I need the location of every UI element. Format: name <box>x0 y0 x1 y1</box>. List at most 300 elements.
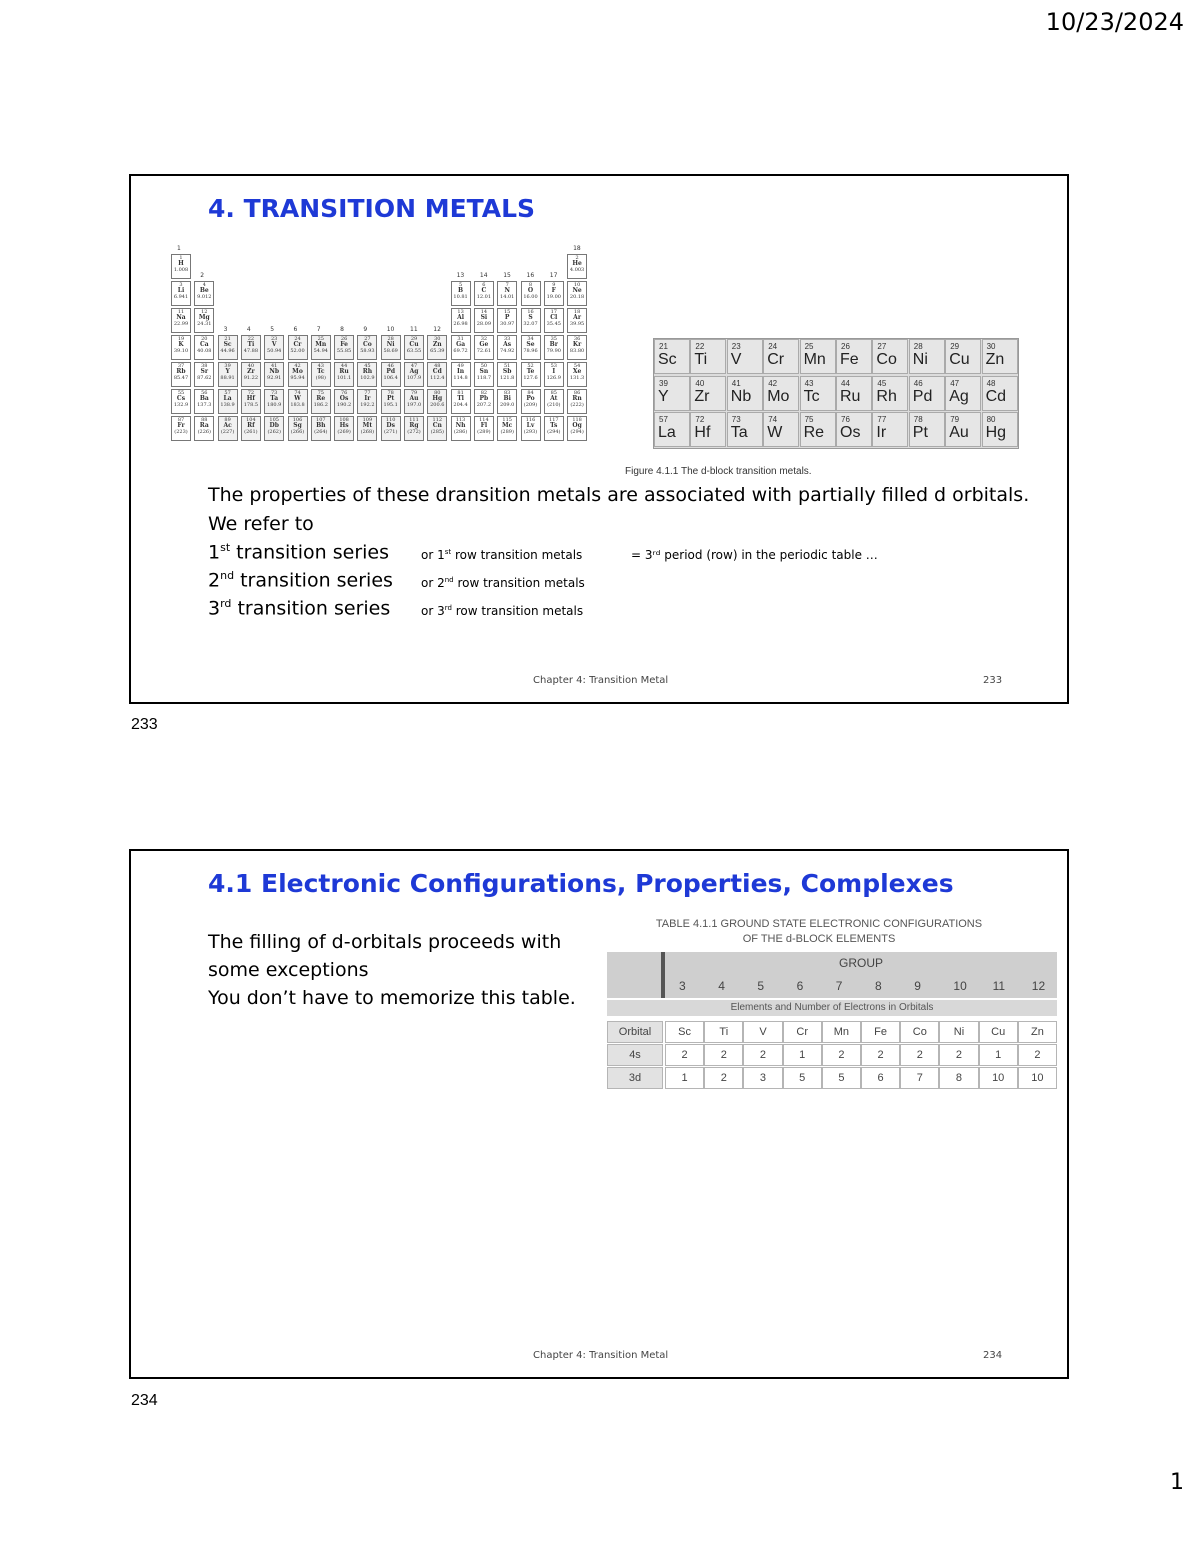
element-mass: 30.97 <box>500 321 515 327</box>
element-number: 35 <box>550 336 557 342</box>
element-mass: (285) <box>430 429 445 435</box>
element-cell <box>288 335 308 360</box>
element-mass: 47.88 <box>243 348 259 354</box>
element-cell <box>497 416 517 441</box>
d-block-cell <box>690 339 726 374</box>
element-symbol: Be <box>199 287 209 294</box>
element-symbol: Ge <box>479 341 489 348</box>
group-number: 3 <box>679 979 686 993</box>
element-cell <box>194 389 214 414</box>
element-mass: (269) <box>337 429 351 435</box>
group-label: 14 <box>479 272 488 279</box>
config-cell: 10 <box>1018 1067 1057 1089</box>
element-mass: (227) <box>220 429 235 435</box>
element-number: 108 <box>339 417 349 423</box>
element-symbol: Mn <box>315 341 327 348</box>
element-symbol: H <box>178 260 184 267</box>
d-block-symbol: Rh <box>876 387 897 405</box>
d-block-cell <box>763 376 799 411</box>
element-symbol: Ac <box>223 422 232 429</box>
element-number: 21 <box>224 336 231 342</box>
element-number: 53 <box>550 363 557 369</box>
config-row-label: 4s <box>607 1044 663 1066</box>
element-symbol: At <box>550 395 558 402</box>
element-number: 51 <box>504 363 511 369</box>
element-number: 28 <box>387 336 394 342</box>
element-mass: (272) <box>407 429 421 435</box>
element-mass: 22.99 <box>173 321 189 327</box>
element-number: 118 <box>572 417 582 423</box>
slide-233 <box>129 174 1069 704</box>
element-mass: (226) <box>197 429 212 435</box>
element-cell <box>288 389 308 414</box>
element-number: 36 <box>573 336 581 342</box>
d-block-symbol: Ru <box>840 387 861 405</box>
d-block-cell <box>945 412 981 447</box>
element-mass: 83.80 <box>569 348 585 354</box>
series-extra-note: = 3ʳᵈ period (row) in the periodic table … <box>631 548 878 562</box>
element-symbol: Ca <box>199 341 209 348</box>
d-block-atomic-number: 25 <box>804 342 814 351</box>
element-symbol: Sn <box>479 368 489 375</box>
element-symbol: Te <box>526 368 535 375</box>
element-number: 6 <box>482 282 486 288</box>
element-cell <box>357 389 377 414</box>
element-mass: 131.3 <box>569 375 585 381</box>
element-number: 83 <box>504 390 511 396</box>
element-cell <box>311 389 331 414</box>
element-cell <box>474 281 494 306</box>
element-mass: 132.9 <box>173 402 189 408</box>
element-number: 18 <box>573 309 581 315</box>
element-number: 109 <box>362 417 373 423</box>
config-cell: 10 <box>979 1067 1018 1089</box>
d-block-symbol: Zn <box>985 351 1005 368</box>
d-block-atomic-number: 43 <box>804 378 814 388</box>
element-number: 87 <box>177 417 185 423</box>
element-symbol: Tc <box>317 368 325 375</box>
element-mass: 50.94 <box>267 348 282 354</box>
element-symbol: Kr <box>572 341 582 348</box>
config-table-header <box>607 952 1057 998</box>
d-block-symbol: Mo <box>767 387 790 405</box>
element-cell <box>218 335 238 360</box>
element-symbol: Mg <box>198 314 210 321</box>
element-mass: 197.0 <box>406 402 422 408</box>
element-cell <box>544 362 564 387</box>
element-cell <box>474 389 494 414</box>
element-symbol: As <box>503 341 512 348</box>
element-number: 24 <box>294 336 301 342</box>
element-symbol: Mt <box>362 422 373 429</box>
element-number: 57 <box>224 390 231 396</box>
element-mass: (209) <box>523 402 538 408</box>
d-block-symbol: W <box>767 424 783 441</box>
d-block-cell <box>654 376 690 411</box>
element-symbol: Nb <box>269 368 280 375</box>
element-cell <box>474 362 494 387</box>
element-symbol: Cr <box>293 341 302 348</box>
config-table-row <box>607 1067 1057 1089</box>
d-block-atomic-number: 73 <box>731 415 741 424</box>
config-cell: 5 <box>783 1067 822 1089</box>
element-mass: 186.2 <box>313 402 328 408</box>
element-mass: 32.07 <box>523 321 538 327</box>
config-cell: 3 <box>743 1067 782 1089</box>
config-cell: Ti <box>704 1021 743 1043</box>
element-mass: (289) <box>500 429 514 435</box>
series-note-sup: nd <box>444 576 454 584</box>
element-mass: 107.9 <box>406 375 422 381</box>
series-label: transition series <box>230 541 390 564</box>
element-number: 14 <box>480 309 488 315</box>
element-symbol: He <box>572 260 582 267</box>
config-cell: 6 <box>861 1067 900 1089</box>
element-cell <box>567 416 587 441</box>
element-cell <box>334 416 354 441</box>
element-number: 73 <box>271 390 278 396</box>
element-mass: 87.62 <box>197 375 212 381</box>
element-symbol: Pd <box>386 368 396 375</box>
series-note-post: row transition metals <box>451 548 583 562</box>
element-symbol: Mo <box>292 368 303 375</box>
element-mass: 106.4 <box>383 375 398 381</box>
element-cell <box>497 281 517 306</box>
element-cell <box>544 389 564 414</box>
group-number: 9 <box>914 979 921 993</box>
element-symbol: Ta <box>270 395 279 402</box>
element-symbol: Db <box>269 422 279 429</box>
element-number: 8 <box>528 282 533 288</box>
element-mass: (264) <box>314 429 328 435</box>
element-symbol: Zn <box>432 341 442 348</box>
element-mass: 58.93 <box>360 348 375 354</box>
element-number: 38 <box>201 363 208 369</box>
element-number: 32 <box>480 336 488 342</box>
d-block-symbol: Ag <box>949 387 969 405</box>
group-label: 12 <box>433 326 441 333</box>
page-number: 1 <box>1170 1470 1184 1495</box>
element-symbol: Og <box>572 422 582 429</box>
element-cell <box>404 389 424 414</box>
config-cell: 2 <box>704 1067 743 1089</box>
element-cell <box>194 362 214 387</box>
d-block-atomic-number: 47 <box>950 378 960 388</box>
series-note <box>421 548 582 562</box>
element-mass: 65.39 <box>430 348 445 354</box>
element-symbol: Ra <box>199 422 209 429</box>
element-symbol: Ba <box>199 395 209 402</box>
periodic-table-figure <box>171 236 591 442</box>
element-mass: 28.09 <box>476 321 492 327</box>
d-block-cell <box>945 339 981 374</box>
group-number: 6 <box>796 979 804 993</box>
config-cell: 1 <box>665 1067 704 1089</box>
config-cell: 2 <box>861 1044 900 1066</box>
config-cell: Cr <box>783 1021 822 1043</box>
element-cell <box>241 416 261 441</box>
element-cell <box>404 416 424 441</box>
element-cell <box>497 389 517 414</box>
element-cell <box>567 389 587 414</box>
element-mass: 127.6 <box>523 375 538 381</box>
series-suffix: nd <box>220 569 235 582</box>
element-symbol: Ds <box>386 422 395 429</box>
element-mass: 137.3 <box>197 402 212 408</box>
group-label: 10 <box>386 326 395 333</box>
element-symbol: Sg <box>293 422 302 429</box>
element-symbol: Hs <box>339 422 349 429</box>
element-symbol: F <box>551 287 556 294</box>
element-symbol: Po <box>526 395 535 402</box>
d-block-symbol: Y <box>658 387 669 405</box>
d-block-cell <box>690 376 726 411</box>
d-block-symbol: La <box>658 424 676 441</box>
element-number: 15 <box>504 309 511 315</box>
group-heading: GROUP <box>839 956 884 970</box>
element-cell <box>497 335 517 360</box>
element-mass: 52.00 <box>290 348 305 354</box>
d-block-atomic-number: 78 <box>913 415 923 424</box>
element-number: 13 <box>457 309 464 315</box>
element-symbol: Ne <box>572 287 582 294</box>
group-label: 17 <box>549 272 558 279</box>
element-mass: 78.96 <box>523 348 538 354</box>
element-number: 3 <box>179 282 183 288</box>
d-block-cell <box>654 339 690 374</box>
element-number: 1 <box>179 255 183 261</box>
element-cell <box>451 416 471 441</box>
element-cell <box>334 362 354 387</box>
element-number: 49 <box>457 363 464 369</box>
element-cell <box>334 389 354 414</box>
series-label: transition series <box>234 569 393 592</box>
d-block-atomic-number: 45 <box>877 378 887 388</box>
element-symbol: Al <box>457 314 465 321</box>
config-cell: 8 <box>939 1067 978 1089</box>
element-cell <box>544 335 564 360</box>
element-symbol: Lv <box>526 422 535 429</box>
element-symbol: Sc <box>223 341 232 348</box>
element-symbol: V <box>271 341 277 348</box>
element-number: 22 <box>247 336 255 342</box>
element-cell <box>381 416 401 441</box>
element-mass: 1.008 <box>173 267 189 273</box>
element-mass: (261) <box>244 429 258 435</box>
d-block-cell <box>763 339 799 374</box>
body-line-properties: The properties of these dransition metals are associated with partially filled d orbitals. <box>208 484 1030 506</box>
element-symbol: Co <box>363 341 372 348</box>
config-cell: 2 <box>900 1044 939 1066</box>
element-number: 30 <box>434 336 441 342</box>
element-mass: (268) <box>360 429 375 435</box>
config-cell: 2 <box>1018 1044 1057 1066</box>
element-cell <box>218 362 238 387</box>
group-label: 13 <box>456 272 465 279</box>
element-symbol: Os <box>339 395 349 402</box>
d-block-symbol: Fe <box>840 351 859 368</box>
group-number: 7 <box>835 979 843 993</box>
element-mass: 4.003 <box>569 267 585 273</box>
d-block-symbol: Sc <box>658 351 677 368</box>
element-mass: (262) <box>267 429 281 435</box>
element-number: 7 <box>505 282 509 288</box>
d-block-symbol: Hf <box>694 424 711 441</box>
body-line-exceptions: some exceptions <box>208 959 369 981</box>
d-block-symbol: Mn <box>803 351 826 368</box>
element-number: 72 <box>247 390 255 396</box>
element-mass: 19.00 <box>546 294 561 300</box>
slide-label-234: 234 <box>131 1392 158 1409</box>
config-cell: V <box>743 1021 782 1043</box>
element-number: 37 <box>177 363 185 369</box>
element-mass: 10.81 <box>453 294 468 300</box>
element-cell <box>288 362 308 387</box>
group-label: 9 <box>363 326 368 333</box>
element-number: 2 <box>575 255 579 261</box>
element-cell <box>194 281 214 306</box>
group-label: 18 <box>573 245 581 252</box>
d-block-cell <box>800 376 836 411</box>
element-symbol: Mc <box>502 422 513 429</box>
d-block-atomic-number: 30 <box>986 342 996 351</box>
element-symbol: Ru <box>339 368 349 375</box>
element-cell <box>241 362 261 387</box>
element-number: 54 <box>573 363 581 369</box>
element-mass: 39.95 <box>569 321 585 327</box>
d-block-symbol: Ir <box>876 424 887 441</box>
element-symbol: Ir <box>364 395 371 402</box>
element-mass: 54.94 <box>313 348 328 354</box>
series-note <box>421 604 583 618</box>
d-block-symbol: Co <box>876 351 897 368</box>
d-block-symbol: Au <box>949 424 969 441</box>
element-number: 114 <box>479 417 489 423</box>
slide-footer-number: 233 <box>983 675 1003 686</box>
element-number: 116 <box>525 417 536 423</box>
d-block-atomic-number: 80 <box>986 415 996 424</box>
element-symbol: Xe <box>572 368 582 375</box>
d-block-cell <box>872 376 908 411</box>
d-block-atomic-number: 46 <box>913 378 923 388</box>
element-symbol: Hg <box>432 395 443 402</box>
element-symbol: Ti <box>247 341 255 348</box>
element-cell <box>311 416 331 441</box>
element-mass: 207.2 <box>476 402 492 408</box>
element-number: 46 <box>387 363 394 369</box>
element-symbol: Pb <box>479 395 489 402</box>
d-block-symbol: Cd <box>985 387 1007 405</box>
group-label: 1 <box>177 245 181 252</box>
element-mass: (271) <box>383 429 398 435</box>
element-number: 106 <box>292 417 303 423</box>
element-symbol: K <box>178 341 184 348</box>
d-block-atomic-number: 21 <box>659 342 668 351</box>
group-label: 15 <box>503 272 511 279</box>
element-cell <box>241 335 261 360</box>
element-number: 105 <box>269 417 279 423</box>
element-symbol: Fe <box>340 341 348 348</box>
series-number: 3 <box>208 597 221 620</box>
element-cell <box>427 416 447 441</box>
element-symbol: Cs <box>176 395 186 402</box>
element-cell <box>451 362 471 387</box>
element-symbol: Bh <box>316 422 326 429</box>
body-line-filling: The filling of d-orbitals proceeds with <box>208 931 562 953</box>
element-mass: 195.1 <box>383 402 398 408</box>
element-symbol: Cu <box>409 341 419 348</box>
element-number: 40 <box>247 363 255 369</box>
element-mass: 178.5 <box>243 402 259 408</box>
element-cell <box>171 335 191 360</box>
element-mass: 85.47 <box>173 375 189 381</box>
d-block-cell <box>872 412 908 447</box>
element-number: 117 <box>549 417 559 423</box>
element-number: 50 <box>480 363 488 369</box>
element-number: 34 <box>527 336 534 342</box>
element-number: 29 <box>410 336 418 342</box>
group-number: 5 <box>757 979 765 993</box>
config-row-label: Orbital <box>607 1021 663 1043</box>
element-cell <box>567 362 587 387</box>
config-cell: Cu <box>979 1021 1018 1043</box>
element-number: 12 <box>201 309 208 315</box>
element-number: 78 <box>387 390 394 396</box>
element-cell <box>171 389 191 414</box>
element-mass: 9.012 <box>197 294 212 300</box>
d-block-symbol: Ta <box>730 424 748 441</box>
element-cell <box>497 362 517 387</box>
element-symbol: Fl <box>480 422 488 429</box>
series-note <box>421 576 585 590</box>
element-number: 77 <box>364 390 371 396</box>
element-mass: 192.2 <box>360 402 375 408</box>
element-symbol: Cl <box>550 314 558 321</box>
element-mass: (223) <box>174 429 188 435</box>
slide-title: 4.1 Electronic Configurations, Properties, Complexes <box>208 869 954 898</box>
config-cell: 2 <box>665 1044 704 1066</box>
d-block-symbol: Zr <box>694 387 710 405</box>
element-number: 4 <box>202 282 206 288</box>
d-block-symbol: Cr <box>767 351 785 368</box>
group-label: 16 <box>526 272 535 279</box>
element-cell <box>357 362 377 387</box>
element-symbol: Li <box>177 287 185 294</box>
d-block-symbol: Cu <box>949 351 970 368</box>
element-cell <box>241 389 261 414</box>
element-mass: 74.92 <box>500 348 515 354</box>
element-symbol: Rh <box>362 368 373 375</box>
element-number: 107 <box>316 417 326 423</box>
element-mass: (266) <box>290 429 305 435</box>
series-line <box>208 569 393 591</box>
element-symbol: Bi <box>503 395 511 402</box>
element-cell <box>474 416 494 441</box>
element-number: 20 <box>201 336 208 342</box>
element-symbol: Y <box>225 368 230 375</box>
element-number: 84 <box>527 390 534 396</box>
element-mass: 121.8 <box>500 375 515 381</box>
d-block-cell <box>690 412 726 447</box>
element-number: 5 <box>459 282 463 288</box>
element-symbol: B <box>458 287 464 294</box>
d-block-cell <box>982 339 1018 374</box>
element-mass: 204.4 <box>453 402 468 408</box>
group-number: 12 <box>1031 979 1046 993</box>
element-cell <box>521 335 541 360</box>
element-mass: 112.4 <box>430 375 445 381</box>
element-symbol: Pt <box>387 395 395 402</box>
